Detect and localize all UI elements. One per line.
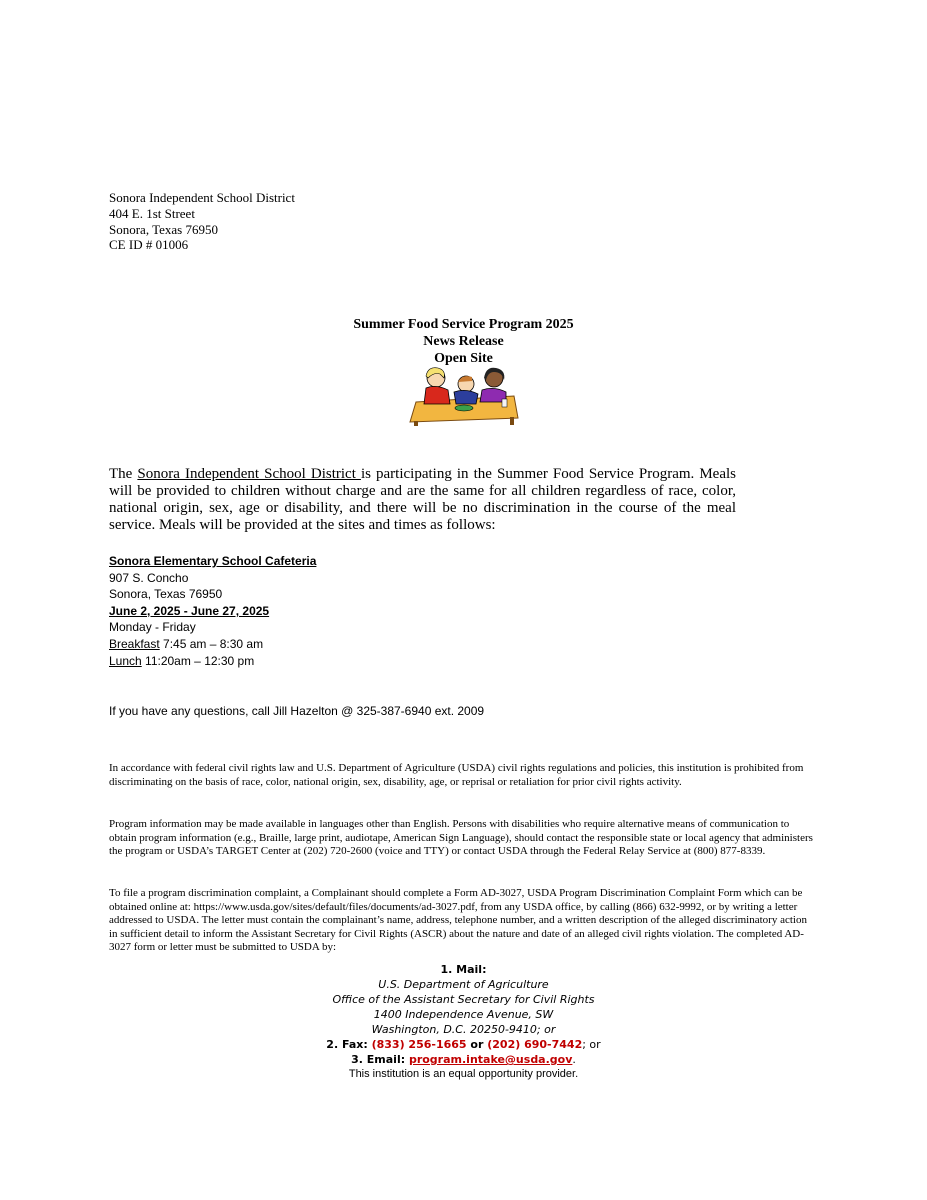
children-eating-clipart (406, 366, 522, 426)
mail-line-1: U.S. Department of Agriculture (378, 978, 549, 991)
lunch-time: 11:20am – 12:30 pm (141, 653, 255, 668)
district-name: Sonora Independent School District (109, 190, 295, 205)
fax-label: 2. Fax: (326, 1038, 372, 1051)
page-heading (0, 316, 927, 367)
breakfast-label: Breakfast (109, 636, 160, 651)
fax-end: ; or (582, 1038, 601, 1051)
equal-opportunity-statement: This institution is an equal opportunity provider. (348, 1068, 579, 1080)
program-info-paragraph: Program information may be made available in languages other than English. Persons with disabilities who require alternative means of communication to obtain program information (e.g., Braille, large print, audiotape, American Sign Language), should contact the responsible state or local agency that administers the program or USDA’s TARGET Center at (202) 720-2600 (voice and TTY) or contact USDA through the Federal Relay Service at (800) 877-8339. (109, 818, 813, 857)
site-city: Sonora, Texas 76950 (109, 587, 223, 602)
lunch-label: Lunch (109, 653, 142, 668)
fax-row (0, 1037, 927, 1052)
mail-label: 1. Mail: (440, 963, 487, 976)
breakfast-time: 7:45 am – 8:30 am (159, 636, 264, 651)
mail-line-2: Office of the Assistant Secretary for Civil Rights (332, 993, 595, 1006)
complaint-contact-block (0, 962, 927, 1067)
intro-prefix: The (109, 466, 138, 482)
mail-line-3: 1400 Independence Avenue, SW (373, 1008, 554, 1021)
ce-id: CE ID # 01006 (109, 237, 189, 253)
email-row (0, 1052, 927, 1067)
complaint-paragraph: To file a program discrimination complaint, a Complainant should complete a Form AD-3027, USDA Program Discrimination Complaint Form which can be obtained online at: https://www.usda.gov/sites/default/files/documents/ad-3027.pdf, from any USDA office, by calling (866) 632-9992, or by writing a letter addressed to USDA. The letter must contain the complainant’s name, address, telephone number, and a written description of the alleged discriminatory action in sufficient detail to inform the Assistant Secretary for Civil Rights (ASCR) about the nature and date of an alleged civil rights violation. The completed AD-3027 form or letter must be submitted to USDA by: (109, 887, 807, 953)
fax-number-2: (202) 690-7442 (487, 1038, 583, 1051)
mail-line-4: Washington, D.C. 20250-9410; or (371, 1023, 556, 1036)
questions-line: If you have any questions, call Jill Hazelton @ 325-387-6940 ext. 2009 (109, 704, 485, 718)
breakfast-row (109, 636, 316, 653)
intro-paragraph (109, 466, 736, 534)
site-type: Open Site (434, 351, 493, 366)
fax-or: or (466, 1038, 488, 1051)
district-street: 404 E. 1st Street (109, 205, 195, 221)
district-city: Sonora, Texas 76950 (109, 221, 218, 237)
email-label: 3. Email: (351, 1053, 409, 1066)
civil-rights-paragraph: In accordance with federal civil rights law and U.S. Department of Agriculture (USDA) civil rights regulations and policies, this institution is prohibited from discriminating on the basis of race, color, national origin, sex, disability, age, or reprisal or retaliation for prior civil rights activity. (109, 762, 804, 788)
email-end: . (572, 1053, 576, 1066)
site-name: Sonora Elementary School Cafeteria (109, 554, 317, 568)
page-title: Summer Food Service Program 2025 (353, 317, 574, 332)
intro-body: is participating in the Summer Food Service Program. Meals will be provided to children without charge and are the same for all children regardless of race, color, national origin, sex, age or disability, and there will be no discrimination in the course of the meal service. Meals will be provided at the sites and times as follows: (109, 466, 736, 533)
page-subtitle: News Release (423, 334, 504, 349)
fax-number-1: (833) 256-1665 (371, 1038, 467, 1051)
district-name-underlined: Sonora Independent School District (137, 466, 361, 482)
lunch-row (109, 653, 316, 670)
district-address (109, 190, 295, 253)
site-info (109, 553, 316, 669)
site-dates: June 2, 2025 - June 27, 2025 (109, 603, 270, 618)
site-days: Monday - Friday (109, 620, 196, 635)
email-link[interactable]: program.intake@usda.gov (408, 1053, 573, 1066)
site-street: 907 S. Concho (109, 570, 189, 585)
